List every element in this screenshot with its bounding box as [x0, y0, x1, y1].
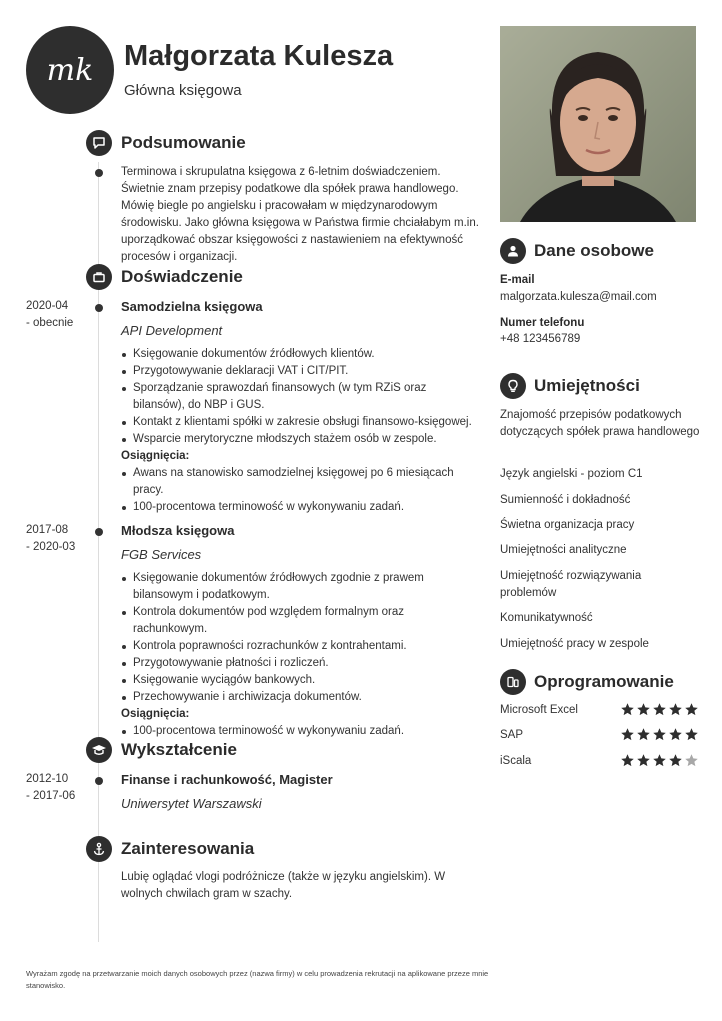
timeline-dot [95, 304, 103, 312]
star-filled-icon [684, 727, 699, 742]
education-dates: 2012-10 - 2017-06 [26, 773, 76, 802]
skills-heading: Umiejętności [534, 376, 640, 395]
profile-photo [500, 26, 696, 222]
job-2-achievements [121, 723, 481, 740]
star-filled-icon [636, 753, 651, 768]
devices-icon [500, 669, 526, 695]
person-icon [500, 238, 526, 264]
skill-item: Znajomość przepisów podatkowych dotyczących spółek prawa handlowego [500, 409, 700, 438]
summary-heading: Podsumowanie [121, 133, 246, 152]
skill-item: Sumienność i dokładność [500, 494, 631, 506]
list-item: Przechowywanie i archiwizacja dokumentów. [121, 689, 481, 706]
star-empty-icon [684, 753, 699, 768]
email-label: E-mail [500, 274, 535, 286]
list-item: Kontrola poprawności rozrachunków z kontrahentami. [121, 638, 481, 655]
list-item: Przygotowywanie deklaracji VAT i CIT/PIT. [121, 363, 481, 380]
list-item: Księgowanie dokumentów źródłowych zgodnie z prawem bilansowym i podatkowym. [121, 570, 481, 604]
education-degree: Finanse i rachunkowość, Magister [121, 772, 333, 787]
star-filled-icon [668, 753, 683, 768]
star-filled-icon [620, 702, 635, 717]
phone-label: Numer telefonu [500, 317, 585, 329]
skill-item: Umiejętności analityczne [500, 544, 627, 556]
job-2-dates: 2017-08 - 2020-03 [26, 524, 76, 553]
software-name: iScala [500, 755, 532, 767]
list-item: Księgowanie wyciągów bankowych. [121, 672, 481, 689]
skill-item: Komunikatywność [500, 612, 593, 624]
job-2-duties [121, 570, 481, 706]
job-2-title: Młodsza księgowa [121, 523, 235, 538]
skill-item: Umiejętność rozwiązywania problemów [500, 570, 642, 599]
summary-text: Terminowa i skrupulatna księgowa z 6-letnim doświadczeniem. Świetnie znam przepisy podatkowe dla spółek prawa handlowego. Mówię biegle po angielsku i pracowałam w międzynarodowym środowisku. Jako główna księgowa w Państwa firmie chciałabym m.in. uporządkować obszar księgowości z nastawieniem na efektywność procesów i organizacji. [121, 166, 479, 263]
software-name: SAP [500, 729, 524, 741]
job-1-achievements-label: Osiągnięcia: [121, 450, 190, 462]
job-2-achievements-label: Osiągnięcia: [121, 708, 190, 720]
star-filled-icon [620, 727, 635, 742]
education-heading: Wykształcenie [121, 740, 237, 759]
job-1-achievements [121, 465, 481, 516]
star-filled-icon [652, 753, 667, 768]
list-item: 100-procentowa terminowość w wykonywaniu zadań. [121, 499, 481, 516]
email-value[interactable]: malgorzata.kulesza@mail.com [500, 291, 657, 303]
interests-text: Lubię oglądać vlogi podróżnicze (także w języku angielskim). W wolnych chwilach gram w szachy. [121, 871, 446, 900]
briefcase-icon [86, 264, 112, 290]
monogram-avatar: mk [26, 26, 114, 114]
phone-value[interactable]: +48 123456789 [500, 333, 581, 345]
candidate-name: Małgorzata Kulesza [124, 40, 394, 72]
timeline-dot [95, 528, 103, 536]
list-item: Przygotowywanie płatności i rozliczeń. [121, 655, 481, 672]
list-item: Kontrola dokumentów pod względem formalnym oraz rachunkowym. [121, 604, 481, 638]
list-item: Awans na stanowisko samodzielnej księgowej po 6 miesiącach pracy. [121, 465, 481, 499]
education-school: Uniwersytet Warszawski [121, 796, 262, 811]
star-filled-icon [652, 702, 667, 717]
job-1-dates: 2020-04 - obecnie [26, 300, 74, 329]
list-item: 100-procentowa terminowość w wykonywaniu zadań. [121, 723, 481, 740]
star-filled-icon [620, 753, 635, 768]
software-name: Microsoft Excel [500, 704, 578, 716]
skill-item: Język angielski - poziom C1 [500, 468, 643, 480]
job-title-headline: Główna księgowa [124, 82, 242, 99]
job-1-details [121, 346, 481, 516]
star-filled-icon [636, 702, 651, 717]
lightbulb-icon [500, 373, 526, 399]
speech-bubble-icon [86, 130, 112, 156]
job-1-company: API Development [121, 323, 223, 338]
star-filled-icon [652, 727, 667, 742]
graduation-cap-icon [86, 737, 112, 763]
star-filled-icon [668, 702, 683, 717]
list-item: Wsparcie merytoryczne młodszych stażem osób w zespole. [121, 431, 481, 448]
timeline-dot [95, 777, 103, 785]
list-item: Sporządzanie sprawozdań finansowych (w tym RZiS oraz bilansów), do NBP i GUS. [121, 380, 481, 414]
job-1-title: Samodzielna księgowa [121, 299, 263, 314]
gdpr-consent-clause: Wyrażam zgodę na przetwarzanie moich danych osobowych przez (nazwa firmy) w celu prowadzenia rekrutacji na aplikowane przeze mnie stanowisko. [26, 969, 489, 990]
job-2-details [121, 570, 481, 740]
anchor-icon [86, 836, 112, 862]
star-filled-icon [636, 727, 651, 742]
timeline-dot [95, 169, 103, 177]
software-heading: Oprogramowanie [534, 672, 674, 691]
job-1-duties [121, 346, 481, 448]
interests-heading: Zainteresowania [121, 839, 255, 858]
experience-heading: Doświadczenie [121, 267, 243, 286]
list-item: Kontakt z klientami spółki w zakresie obsługi finansowo-księgowej. [121, 414, 481, 431]
software-rating [620, 702, 699, 717]
personal-heading: Dane osobowe [534, 241, 654, 260]
job-2-company: FGB Services [121, 547, 202, 562]
software-rating [620, 753, 699, 768]
skill-item: Umiejętność pracy w zespole [500, 638, 649, 650]
skill-item: Świetna organizacja pracy [500, 519, 635, 531]
star-filled-icon [684, 702, 699, 717]
list-item: Księgowanie dokumentów źródłowych klientów. [121, 346, 481, 363]
software-rating [620, 727, 699, 742]
star-filled-icon [668, 727, 683, 742]
